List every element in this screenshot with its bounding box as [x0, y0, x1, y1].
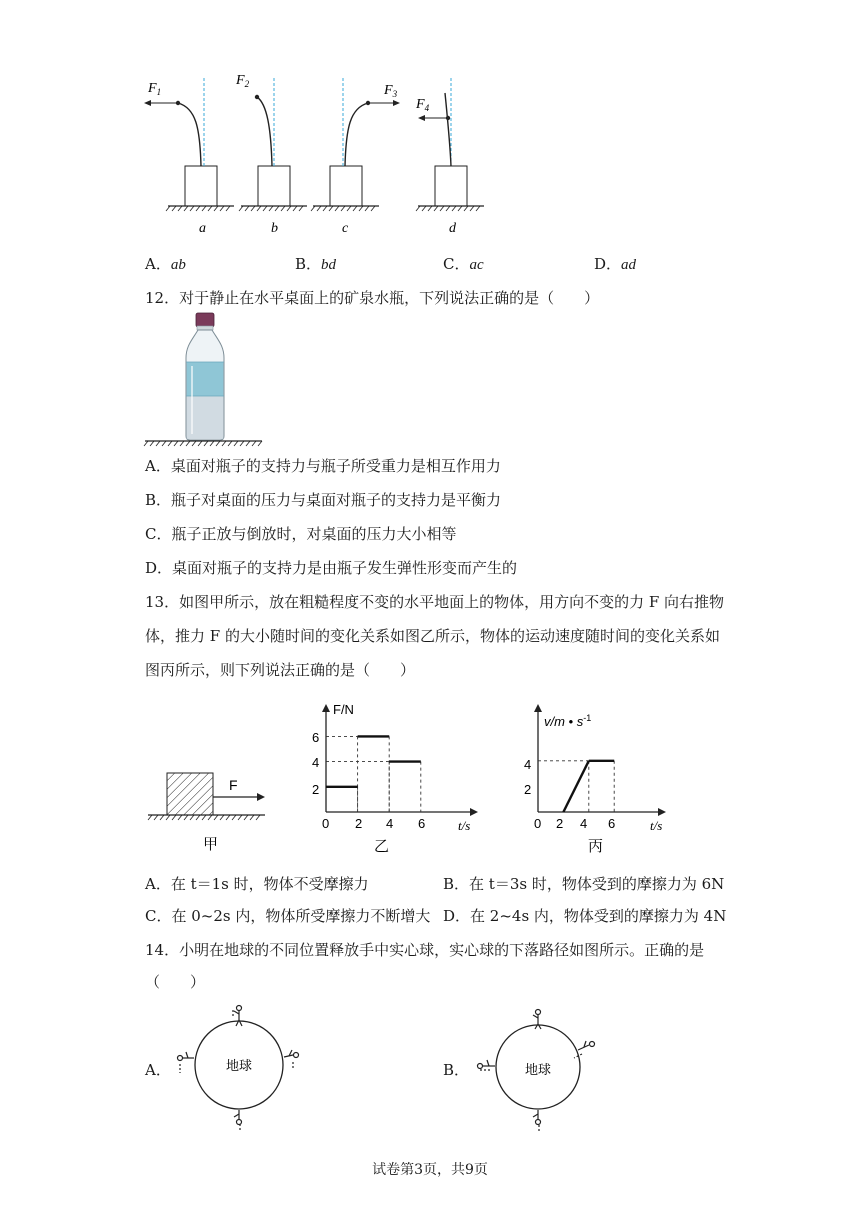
q11-figure [130, 68, 490, 238]
q11-panel-d [416, 78, 484, 211]
q14-option-a-earth[interactable] [168, 1000, 318, 1130]
q12-option-a[interactable]: A．桌面对瓶子的支持力与瓶子所受重力是相互作用力 [145, 457, 501, 475]
person-bottom-icon [234, 1110, 242, 1130]
q12-stem: 12．对于静止在水平桌面上的矿泉水瓶，下列说法正确的是（ ） [145, 289, 600, 307]
option-letter: C． [443, 255, 470, 273]
bing-ytick-4: 4 [524, 757, 532, 772]
bing-ytick-2: 2 [524, 782, 532, 797]
q11-force-label-4: $F_4$ [416, 97, 430, 113]
yi-axes [322, 704, 478, 816]
option-value: ab [170, 257, 186, 273]
q14-option-b-letter[interactable]: B． [443, 1061, 470, 1079]
yi-ytick-4: 4 [312, 755, 320, 770]
yi-xtick-6: 6 [418, 816, 426, 831]
yi-ytick-6: 6 [312, 730, 320, 745]
q13-stem-line2: 体，推力 F 的大小随时间的变化关系如图乙所示，物体的运动速度随时间的变化关系如 [145, 627, 720, 645]
bing-ylabel: v/m • $s^{-1}$ [544, 713, 592, 729]
jia-force-label: F [229, 777, 238, 793]
option-letter: A． [145, 255, 171, 273]
q11-panel-label-d: d [449, 221, 456, 236]
bing-xtick-4: 4 [580, 816, 588, 831]
q13-fig-jia [145, 760, 270, 855]
person-left-icon [178, 1052, 195, 1073]
q13-fig-bing-chart [510, 696, 680, 856]
q11-force-label-1: $F_1$ [148, 81, 162, 97]
q11-panel-b [239, 78, 307, 211]
q11-option-d[interactable] [594, 254, 636, 275]
bing-origin: 0 [534, 816, 542, 831]
q13-stem-line1: 13．如图甲所示，放在粗糙程度不变的水平地面上的物体，用方向不变的力 F 向右推物 [145, 593, 725, 611]
q13-stem-line3: 图丙所示，则下列说法正确的是（ ） [145, 661, 416, 679]
option-value: bd [321, 257, 337, 273]
q13-option-a[interactable]: A．在 t＝1s 时，物体不受摩擦力 [145, 875, 369, 893]
earth-label-b: 地球 [525, 1062, 552, 1077]
q12-option-d[interactable]: D．桌面对瓶子的支持力是由瓶子发生弹性形变而产生的 [145, 559, 518, 577]
yi-xtick-2: 2 [355, 816, 363, 831]
q14-stem-line1: 14．小明在地球的不同位置释放手中实心球，实心球的下落路径如图所示。正确的是 [145, 941, 705, 959]
yi-origin: 0 [322, 816, 330, 831]
person-bottom-icon [533, 1110, 541, 1131]
bing-xlabel: t/s [650, 818, 663, 833]
yi-xtick-4: 4 [386, 816, 394, 831]
option-letter: D． [594, 255, 622, 273]
q11-panel-label-c: c [342, 221, 349, 236]
yi-ytick-2: 2 [312, 782, 320, 797]
page-footer: 试卷第3页，共9页 [372, 1162, 488, 1178]
fig-jia-caption: 甲 [203, 837, 219, 853]
person-left-icon [478, 1060, 496, 1070]
q11-panel-label-b: b [271, 221, 278, 236]
bing-xtick-6: 6 [608, 816, 616, 831]
q13-option-c[interactable]: C．在 0~2s 内，物体所受摩擦力不断增大 [145, 907, 431, 925]
q13-option-d[interactable]: D．在 2~4s 内，物体受到的摩擦力为 4N [443, 907, 727, 925]
person-right-icon [284, 1050, 299, 1070]
bing-xtick-2: 2 [556, 816, 564, 831]
q14-stem-line2: （ ） [145, 973, 206, 991]
q14-option-b-earth[interactable] [470, 1004, 620, 1134]
q11-panel-label-a: a [199, 221, 206, 236]
option-value: ac [469, 257, 484, 273]
q11-option-a[interactable] [145, 254, 186, 275]
option-value: ad [621, 257, 637, 273]
q11-force-label-2: $F_2$ [236, 73, 250, 89]
option-letter: B． [295, 255, 322, 273]
fig-yi-caption: 乙 [374, 839, 390, 855]
yi-ylabel: F/N [333, 702, 354, 717]
q12-option-b[interactable]: B．瓶子对桌面的压力与桌面对瓶子的支持力是平衡力 [145, 491, 502, 509]
q14-option-a-letter[interactable]: A． [145, 1061, 171, 1079]
q11-panel-a [144, 78, 234, 211]
q11-option-b[interactable] [295, 254, 336, 275]
fig-bing-caption: 丙 [588, 839, 604, 855]
q11-option-c[interactable] [443, 254, 484, 275]
q12-option-c[interactable]: C．瓶子正放与倒放时，对桌面的压力大小相等 [145, 525, 457, 543]
earth-label-a: 地球 [226, 1058, 253, 1073]
q13-option-b[interactable]: B．在 t＝3s 时，物体受到的摩擦力为 6N [443, 875, 725, 893]
q12-bottle-figure [142, 310, 267, 450]
q13-fig-yi-chart [300, 696, 485, 856]
velocity-segment [563, 761, 588, 812]
pushed-block [167, 773, 213, 815]
bottle-image [186, 313, 224, 440]
yi-xlabel: t/s [458, 818, 471, 833]
q11-force-label-3: $F_3$ [384, 83, 398, 99]
